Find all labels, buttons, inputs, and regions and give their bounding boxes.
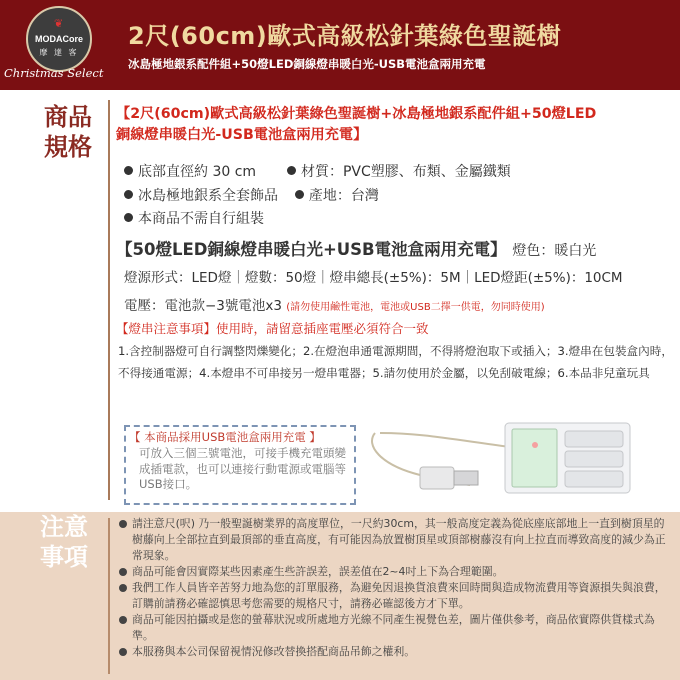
notice-item <box>117 516 673 564</box>
bullet-icon <box>124 190 133 199</box>
spec-bullet-row <box>124 161 674 185</box>
led-battery-note: (請勿使用鹼性電池，電池或USB二擇一供電，勿同時使用) <box>286 302 545 313</box>
spec-title <box>116 104 676 146</box>
spec-section-label <box>36 102 100 162</box>
notice-item <box>117 580 673 612</box>
usb-info-body: 可放入三個三號電池，可接手機充電頭變成插電款，也可以連接行動電源或電腦等USB接口。 <box>139 446 346 491</box>
led-spec-line2 <box>124 294 545 314</box>
spec-label-line1: 商品 <box>44 103 92 131</box>
led-warning-title: 【燈串注意事項】使用時，請留意插座電壓必須符合一致 <box>116 321 429 336</box>
led-color-text: 燈色：暖白光 <box>512 243 597 259</box>
notice-item-text: 商品可能因拍攝或是您的螢幕狀況或所處地方光線不同產生視覺色差，圖片僅供參考，商品依實際供貨樣式為準。 <box>132 613 655 642</box>
notice-label-line1: 注意 <box>40 513 88 541</box>
holly-icon: ❦ <box>54 17 64 30</box>
spec-title-line1: 【2尺(60cm)歐式高級松針葉綠色聖誕樹+冰島極地銀系配件組+50燈LED <box>116 106 597 122</box>
spec-divider <box>108 100 110 500</box>
spec-origin: 產地：台灣 <box>308 187 379 204</box>
spec-accessories: 冰島極地銀系全套飾品 <box>138 187 278 204</box>
page-subtitle: 冰島極地銀系配件組+50燈LED銅線燈串暖白光-USB電池盒兩用充電 <box>128 57 486 71</box>
logo-sub-text: 摩 達 客 <box>39 48 79 57</box>
bullet-icon <box>124 213 133 222</box>
usb-battery-box-image <box>360 405 635 505</box>
led-title-text: 【50燈LED銅線燈串暖白光+USB電池盒兩用充電】 <box>116 240 507 259</box>
led-warning-body: 1.含控制器燈可自行調整閃爍變化；2.在燈泡串通電源期間，不得將燈泡取下或插入；3.燈串在包裝盒內時，不得接通電源；4.本燈串不可串接另一燈串電器；5.請勿使用於金屬，以免刮破電線；6.本品非兒童玩具 <box>118 344 673 380</box>
spec-material: 材質：PVC塑膠、布類、金屬鐵類 <box>300 164 511 180</box>
spec-bullet-row <box>124 185 674 209</box>
brand-logo <box>26 6 92 72</box>
spec-diameter: 底部直徑約 30 cm <box>138 164 257 180</box>
bullet-icon <box>124 166 133 175</box>
bullet-icon <box>119 568 127 576</box>
notice-item-text: 商品可能會因實際某些因素產生些許誤差，誤差值在2~4吋上下為合理範圍。 <box>132 565 504 578</box>
bullet-icon <box>119 584 127 592</box>
notice-divider <box>108 518 110 674</box>
logo-script-text: Christmas Select <box>4 66 104 80</box>
page-title: 2尺(60cm)歐式高級松針葉綠色聖誕樹 <box>128 22 562 50</box>
spec-bullet-list <box>124 161 674 232</box>
notice-item-text: 本服務與本公司保留視情況修改替換搭配商品吊飾之權利。 <box>132 645 416 658</box>
spec-assembly: 本商品不需自行組裝 <box>138 211 264 227</box>
spec-title-line2: 銅線燈串暖白光-USB電池盒兩用充電】 <box>116 127 368 143</box>
notice-item <box>117 644 673 660</box>
usb-info-box <box>124 425 356 505</box>
bullet-icon <box>119 648 127 656</box>
notice-item-text: 請注意尺(呎) 乃一般聖誕樹業界的高度單位，一尺約30cm，其一般高度定義為從底座底部地上一直到樹頂星的樹藤向上全部拉直到最頂部的垂直高度，有可能因為放置樹頂星或頂部樹藤沒有向上拉直而導致高度的減少為正常現象。 <box>132 517 666 562</box>
bullet-icon <box>295 190 304 199</box>
spec-bullet-row <box>124 208 674 232</box>
notice-section-label <box>32 512 96 572</box>
bullet-icon <box>119 520 127 528</box>
led-voltage-text: 電壓：電池款−3號電池x3 <box>124 298 282 314</box>
spec-label-line2: 規格 <box>44 133 92 161</box>
notice-item-text: 我們工作人員皆辛苦努力地為您的訂單服務，為避免因退換貨浪費來回時間與造成物流費用等資源損失與浪費，訂購前請務必確認慎思考您需要的規格尺寸，請務必確認後方才下單。 <box>132 581 666 610</box>
notice-label-line2: 事項 <box>40 543 88 571</box>
notice-list <box>117 516 673 660</box>
bullet-icon <box>287 166 296 175</box>
notice-item <box>117 612 673 644</box>
notice-item <box>117 564 673 580</box>
led-spec-line1: 燈源形式：LED燈｜燈數：50燈｜燈串總長(±5%)：5M｜LED燈距(±5%)：10CM <box>124 270 623 286</box>
bullet-icon <box>119 616 127 624</box>
logo-brand-text: MODACore <box>34 34 83 44</box>
led-section-title <box>116 236 596 260</box>
usb-info-heading: 【 本商品採用USB電池盒兩用充電 】 <box>129 430 321 444</box>
header-banner <box>0 0 680 90</box>
